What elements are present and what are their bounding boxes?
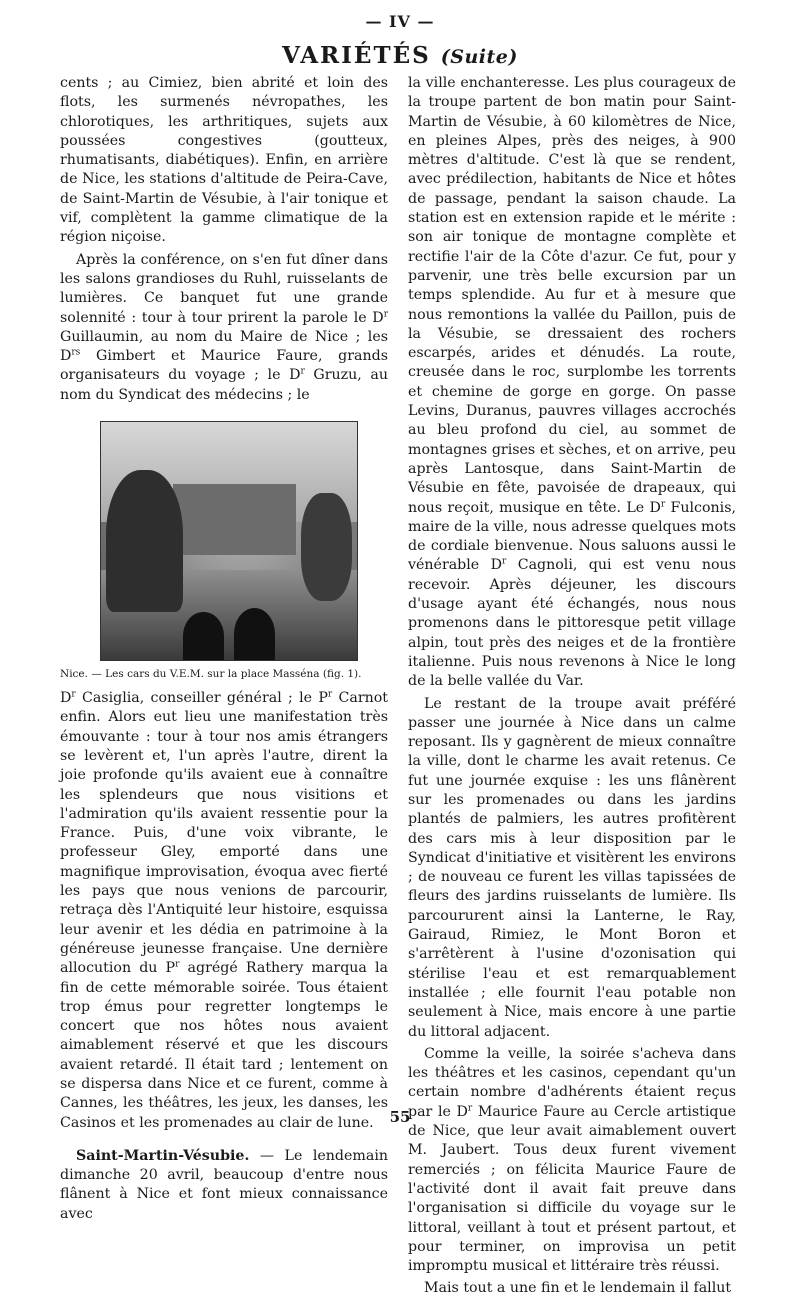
left-column xyxy=(60,74,388,1224)
paragraph: Le restant de la troupe avait préféré passer une journée à Nice dans un calme reposant. Ils y gagnèrent de mieux connaître la ville, dont le charme les avait retenus. Ce fut une journée exquise : les uns flânèrent sur les promenades ou dans les jardins plantés de palmiers, les autres profitèrent des cars mis à leur disposition par le Syndicat d'initiative et visitèrent les environs ; de nouveau ce furent les villas tapissées de fleurs des jardins ruisselants de lumière. Ils parcoururent ainsi la Lanterne, le Ray, Gairaud, Rimiez, le Mont Boron et s'arrêtèrent à l'usine d'ozonisation qui stérilise l'eau et est remarquablement installée ; elle fournit l'eau potable non seulement à Nice, mais encore à une partie du littoral adjacent. xyxy=(408,695,736,1040)
paragraph: Mais tout a une fin et le lendemain il fallut xyxy=(424,1280,732,1297)
page-number: — IV — xyxy=(365,12,435,31)
section-title xyxy=(0,42,800,69)
paragraph: Comme la veille, la soirée s'acheva dans les théâtres et les casinos, cependant qu'un certain nombre d'adhérents étaient reçus par le $D^r$ Maurice Faure au Cercle artistique de Nice, que leur avait aimablement ouvert M. Jaubert. Tous deux furent vivement remerciés ; on félicita Maurice Faure de l'activité dont il avait fait preuve dans l'organisation si difficile du voyage sur le littoral, veillant à tout et présent partout, et pour terminer, on improvisa un petit impromptu musical et littéraire très réussi. xyxy=(408,1045,736,1275)
paragraph: cents ; au Cimiez, bien abrité et loin des flots, les surmenés névropathes, les chlorotiques, les arthritiques, sujets aux poussées congestives (goutteux, rhumatisants, diabétiques). Enfin, en arrière de Nice, les stations d'altitude de Peira-Cave, de Saint-Martin de Vésubie, à l'air tonique et vif, complètent la gamme climatique de la région niçoise. xyxy=(60,75,388,246)
title-suite: (Suite) xyxy=(440,46,518,68)
title-text: VARIÉTÉS xyxy=(282,42,431,69)
paragraph: Saint-Martin-Vésubie. — Le lendemain dimanche 20 avril, beaucoup d'entre nous flânent à Nice et font mieux connaissance avec xyxy=(60,1147,388,1222)
paragraph: Après la conférence, on s'en fut dîner dans les salons grandioses du Ruhl, ruisselants de lumières. Ce banquet fut une grande solennité : tour à tour prirent la parole le $D^r$ Guillaumin, au nom du Maire de Nice ; les $D^{rs}$ Gimbert et Maurice Faure, grands organisateurs du voyage ; le $D^r$ Gruzu, au nom du Syndicat des médecins ; le xyxy=(60,251,388,403)
folio: 55 xyxy=(389,1108,411,1126)
subheading: Saint-Martin-Vésubie. xyxy=(76,1147,250,1164)
paragraph: la ville enchanteresse. Les plus courageux de la troupe partent de bon matin pour Saint-Martin de Vésubie, à 60 kilomètres de Nice, en pleines Alpes, près des neiges, à 900 mètres d'altitude. C'est là que se rendent, avec prédilection, habitants de Nice et hôtes de passage, pendant la saison chaude. La station est en extension rapide et le mérite : son air tonique de montagne complète et rectifie l'air de la Côte d'azur. Ce fut, pour y parvenir, une très belle excursion par un temps splendide. Au fur et à mesure que nous remontions la vallée du Paillon, puis de la Vésubie, se dressaient des rochers escarpés, arides et dénudés. La route, creusée dans le roc, surplombe les torrents et chemine de gorge en gorge. On passe Levins, Duranus, pauvres villages accrochés au bleu profond du ciel, au sommet de montagnes grises et sèches, et on arrive, peu après Lantosque, dans Saint-Martin de Vésubie en fête, pavoisée de drapeaux, qui nous reçoit, musique en tête. Le $D^r$ Fulconis, maire de la ville, nous adresse quelques mots de cordiale bienvenue. Nous saluons aussi le vénérable $D^r$ Cagnoli, qui est venu nous recevoir. Après déjeuner, les discours d'usage ayant été échangés, nous nous promenons dans le pittoresque petit village alpin, tout près des neiges et de la frontière italienne. Puis nous revenons à Nice le long de la belle vallée du Var. xyxy=(408,75,737,690)
figure-photo xyxy=(100,421,358,661)
paragraph: $D^r$ Casiglia, conseiller général ; le $P^r$ Carnot enfin. Alors eut lieu une manifestation très émouvante : tour à tour nos amis étrangers se levèrent et, l'un après l'autre, dirent la joie profonde qu'ils avaient eue à connaître les splendeurs que nous visitions et l'admiration qu'ils avaient ressentie pour la France. Puis, d'une voix vibrante, le professeur Gley, emporté dans une magnifique improvisation, évoqua avec fierté les pays que nous venions de parcourir, retraça dès l'Antiquité leur histoire, esquissa leur avenir et les dédia en patrimoine à la généreuse jeunesse française. Une dernière allocution du $P^r$ agrégé Rathery marqua la fin de cette mémorable soirée. Tous étaient trop émus pour regretter longtemps le concert que nos hôtes nous avaient aimablement réservé et que les discours avaient retardé. Il était tard ; lentement on se dispersa dans Nice et ce furent, comme à Cannes, les théâtres, les jeux, les danses, les Casinos et les promenades au clair de lune. xyxy=(60,689,388,1131)
figure-caption: Nice. — Les cars du V.E.M. sur la place Masséna (fig. 1). xyxy=(60,668,362,681)
